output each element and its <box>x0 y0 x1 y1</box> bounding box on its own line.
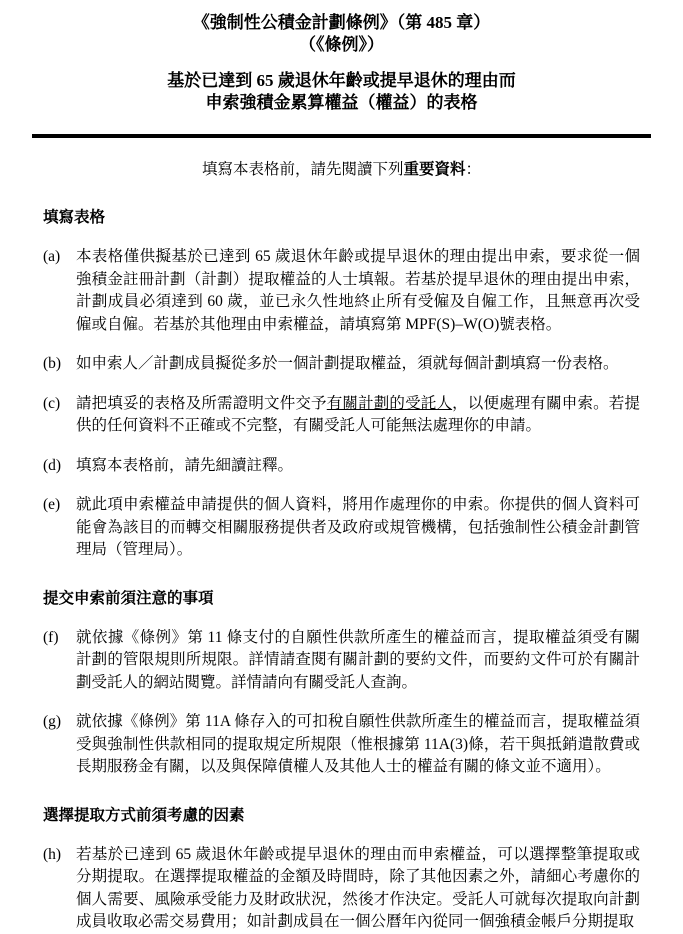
form-title-line2: 申索強積金累算權益（權益）的表格 <box>205 93 478 112</box>
ordinance-title-line2: （《條例》） <box>299 35 384 54</box>
separator-rule <box>32 134 651 138</box>
intro-prefix: 填寫本表格前，請先閱讀下列 <box>201 161 404 178</box>
section-heading-withdrawal-factors: 選擇提取方式前須考慮的因素 <box>43 806 245 824</box>
item-label: (h) <box>43 845 62 863</box>
intro-emphasis: 重要資料 <box>403 161 466 178</box>
instruction-item-b <box>43 353 640 376</box>
item-label: (b) <box>43 355 62 372</box>
item-text: 若基於已達到 65 歲退休年齡或提早退休的理由而申索權益，可以選擇整筆提取或分期提取。在選擇提取權益的金額及時間時，除了其他因素之外，請細心考慮你的個人需要、風險承受能力及財政狀況，然後才作決定。受託人可就每次提取向計劃成員收取必需交易費用；如計劃成員在一個公曆年內從同一個強積金帳戶分期提取 <box>76 845 640 930</box>
item-text-post: ，以便處理有關申索。若提供的任何資料不正確或不完整，有關受託人可能無法處理你的申請。 <box>76 394 640 434</box>
section-heading-filling-form: 填寫表格 <box>43 209 106 226</box>
form-title <box>43 70 640 114</box>
instruction-item-c <box>43 393 640 438</box>
instruction-item-e <box>43 494 640 562</box>
instruction-item-f <box>43 627 640 695</box>
item-text: 就依據《條例》第 11A 條存入的可扣稅自願性供款所產生的權益而言，提取權益須受與強制性供款相同的提取規定所規限（惟根據第 11A(3)條，若干與抵銷遣散費或長期服務金有關，以及與保障債權人及其他人士的權益有關的條文並不適用）。 <box>76 713 640 775</box>
item-label: (a) <box>43 248 61 265</box>
item-label: (e) <box>43 496 61 513</box>
item-text: 如申索人／計劃成員擬從多於一個計劃提取權益，須就每個計劃填寫一份表格。 <box>76 355 619 372</box>
item-text <box>76 393 640 438</box>
item-label: (f) <box>43 628 59 646</box>
instruction-item-g <box>43 711 640 779</box>
underlined-trustee-phrase: 有關計劃的受託人 <box>326 394 453 412</box>
item-text: 就此項申索權益申請提供的個人資料，將用作處理你的申索。你提供的個人資料可能會為該目的而轉交相關服務提供者及政府或規管機構，包括強制性公積金計劃管理局（管理局）。 <box>76 496 640 558</box>
ordinance-title-line1: 《強制性公積金計劃條例》（第 485 章） <box>192 13 491 32</box>
item-label: (d) <box>43 456 62 474</box>
instruction-item-d <box>43 455 640 478</box>
form-title-line1: 基於已達到 65 歲退休年齡或提早退休的理由而 <box>167 71 516 90</box>
item-label: (g) <box>43 713 62 730</box>
item-text: 填寫本表格前，請先細讀註釋。 <box>76 456 294 474</box>
instruction-item-h <box>43 844 640 934</box>
instruction-item-a <box>43 246 640 336</box>
intro-suffix: ： <box>465 161 482 178</box>
ordinance-title <box>43 12 640 56</box>
intro-note <box>43 159 640 181</box>
section-heading-before-submitting: 提交申索前須注意的事項 <box>43 589 214 607</box>
item-text: 本表格僅供擬基於已達到 65 歲退休年齡或提早退休的理由提出申索，要求從一個強積金註冊計劃（計劃）提取權益的人士填報。若基於提早退休的理由提出申索，計劃成員必須達到 60 歲，並已永久性地終止所有受僱及自僱工作，且無意再次受僱或自僱。若基於其他理由申索權益，請填寫第 MPF(S)–W(O)號表格。 <box>76 248 640 333</box>
item-text: 就依據《條例》第 11 條支付的自願性供款所產生的權益而言，提取權益須受有關計劃的管限規則所規限。詳情請查閱有關計劃的要約文件，而要約文件可於有關計劃受託人的網站閱覽。詳情請向有關受託人查詢。 <box>76 628 640 691</box>
item-label: (c) <box>43 394 61 412</box>
item-text-pre: 請把填妥的表格及所需證明文件交予 <box>76 394 327 412</box>
